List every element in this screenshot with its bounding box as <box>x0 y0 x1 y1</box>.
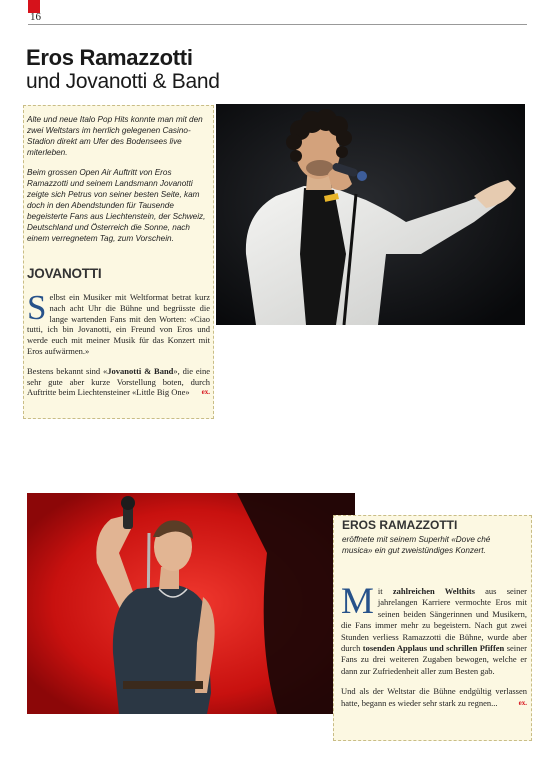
intro-paragraph: Beim grossen Open Air Auftritt von Eros Ramazzotti und seinem Landsmann Jovanotti zeigte sich Petrus von seiner besten Seite, kam doch in den Abendstunden für Tausende begeisterte Fans aus Liechtenstein, der Schweiz, Deutschland und Österreich die Sonne, nach einem verregnetem Tag, zum Vorschein. <box>27 168 206 243</box>
body-paragraph <box>341 581 528 677</box>
bold-text: Jovanotti & Band <box>107 365 174 376</box>
ramazzotti-photo <box>27 493 355 714</box>
ramazzotti-body <box>341 581 528 718</box>
intro-text <box>27 114 213 253</box>
jovanotti-photo <box>216 104 525 325</box>
jovanotti-body <box>27 288 210 407</box>
article-title: Eros Ramazzotti <box>26 45 193 70</box>
author-signature: ex. <box>518 698 527 707</box>
section-heading-ramazzotti: EROS RAMAZZOTTI <box>342 518 458 532</box>
article-subtitle: und Jovanotti & Band <box>26 70 220 93</box>
drop-cap: S <box>27 288 47 327</box>
header-rule <box>28 24 527 25</box>
paragraph-text: », die eine sehr gute aber kurze Vorstellung boten, durch Auftritte beim Liechtensteiner «Little Big One» <box>27 365 210 398</box>
body-paragraph <box>27 366 210 398</box>
drop-cap: M <box>341 581 374 622</box>
section-heading-jovanotti: JOVANOTTI <box>27 266 102 281</box>
jovanotti-photo-image <box>216 104 525 325</box>
bold-text: zahlreichen Welthits <box>392 586 475 596</box>
paragraph-text: Und als der Weltstar die Bühne endgültig verlassen hatte, begann es wieder sehr stark zu regnen... <box>341 686 527 708</box>
intro-paragraph: Alte und neue Italo Pop Hits konnte man mit den zwei Weltstars im herrlich gelegenen Casino-Stadion direkt am Ufer des Bodensees live miterleben. <box>27 115 203 157</box>
paragraph-text: aus seiner jahrelangen Karriere vermochte Eros mit seinen beiden Sängerinnen und Musikern, die Fans immer mehr zu begeistern. Nach gut zwei Stunden verliess Ramazzotti die Bühne, wurde aber durch <box>341 586 527 654</box>
body-paragraph <box>27 288 210 357</box>
paragraph-text: Bestens bekannt sind « <box>27 365 108 376</box>
paragraph-text: it <box>377 586 393 596</box>
paragraph-text: seiner Fans zu drei weiteren Zugaben bewogen, welche er dann zur Zufriedenheit aller zum Besten gab. <box>341 643 528 676</box>
section-subtitle: eröffnete mit seinem Superhit «Dove ché musica» ein gut zweistündiges Konzert. <box>342 535 491 555</box>
author-signature: ex. <box>201 388 210 397</box>
body-paragraph <box>341 686 527 709</box>
bold-text: tosenden Applaus und schrillen Pfiffen <box>362 643 505 654</box>
page-number: 16 <box>30 11 41 23</box>
paragraph-text: elbst ein Musiker mit Weltformat betrat kurz nach acht Uhr die Bühne und begrüsste die lange wartenden Fans mit den Worten: «Ciao tutti, ich bin Jovanotti, ein Freund von Eros und werde euch mit meiner Musik für das Konzert mit Eros aufwärmen.» <box>27 292 210 356</box>
ramazzotti-photo-image <box>27 493 355 714</box>
